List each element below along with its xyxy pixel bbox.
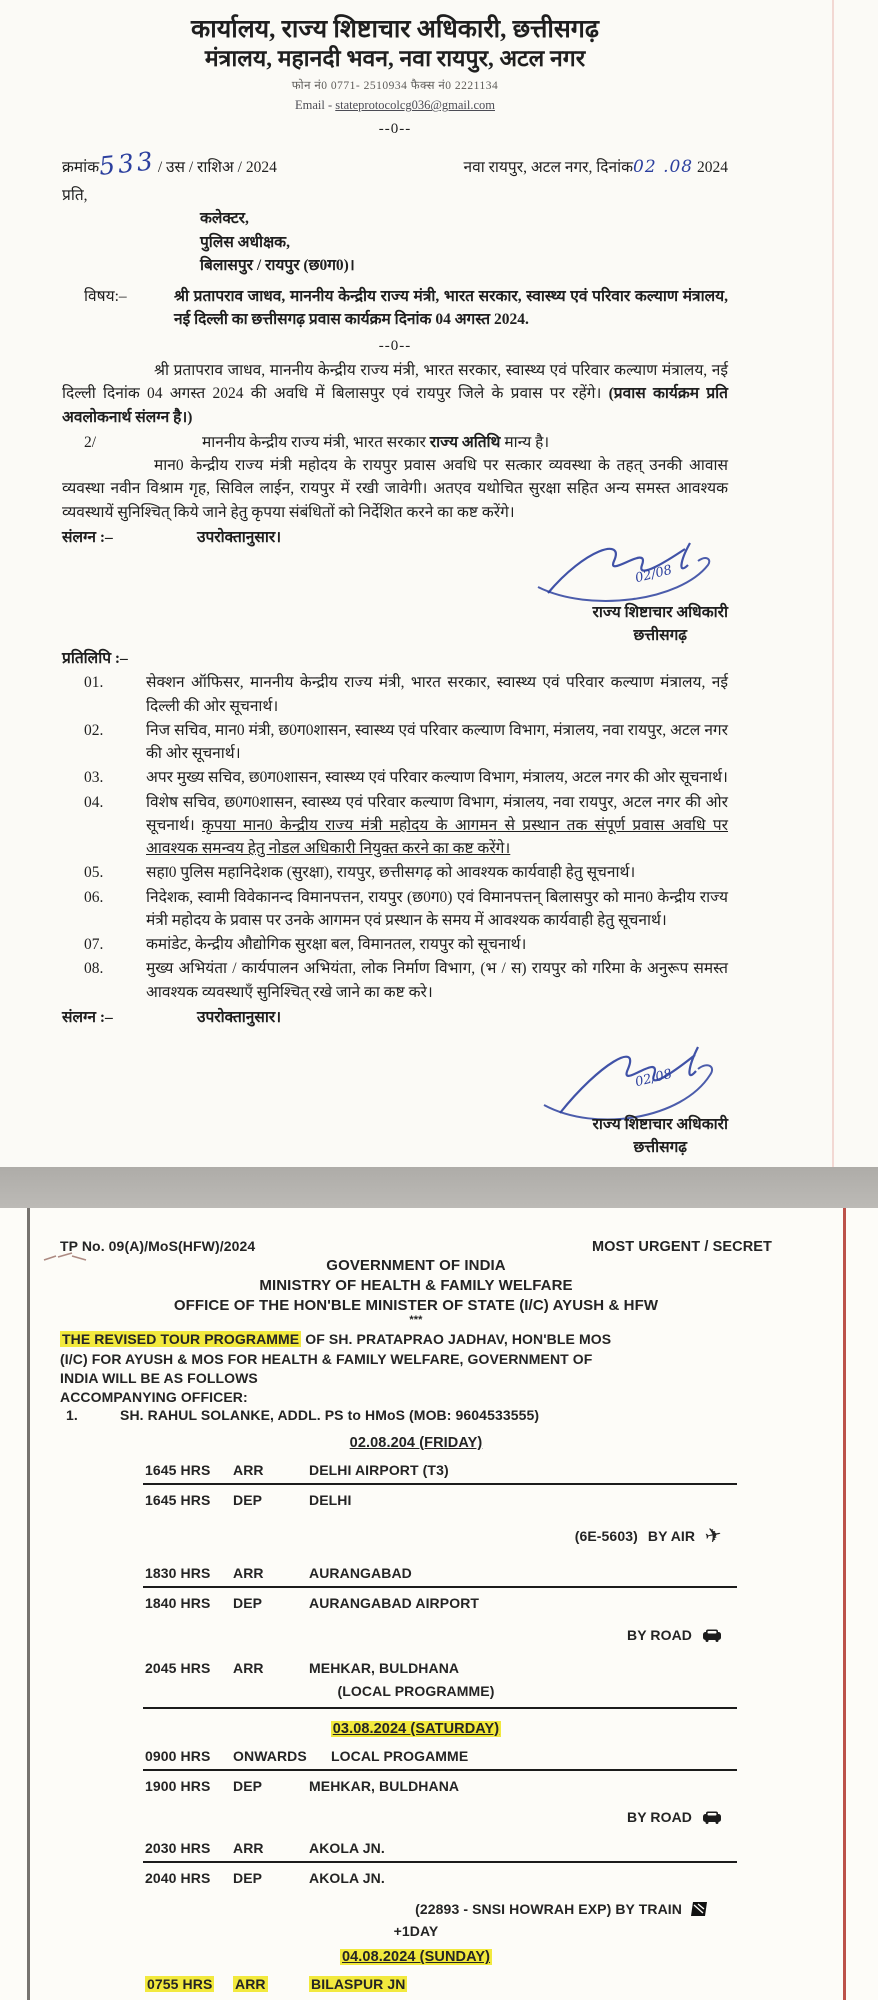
rule-line [143, 1707, 737, 1709]
schedule-row: 1840 HRS DEP AURANGABAD AIRPORT [145, 1595, 480, 1612]
schedule-row: 1645 HRS ARR DELHI AIRPORT (T3) [145, 1461, 449, 1478]
tp-number: TP No. 09(A)/MoS(HFW)/2024 [60, 1238, 255, 1254]
enclosure-row: संलग्न :– उपरोक्तानुसार। [62, 528, 282, 546]
rule-line [143, 1586, 737, 1588]
recipient-sp: पुलिस अधीक्षक, [200, 233, 290, 251]
tp-header-row [60, 1238, 772, 1255]
rule-line [143, 1861, 737, 1863]
cc-item-8: 08. मुख्य अभियंता / कार्यपालन अभियंता, लोक निर्माण विभाग, (भ / स) रायपुर को गरिमा के अनुरूप समस्त आवश्यक व्यवस्थाएँ सुनिश्चित् रखे जाने का कष्ट करे। [84, 960, 728, 1001]
office-title: कार्यालय, राज्य शिष्टाचार अधिकारी, छत्तीसगढ़ [191, 16, 599, 43]
body-paragraph-3: मान0 केन्द्रीय राज्य मंत्री महोदय के रायपुर प्रवास अवधि पर सत्कार व्यवस्था के तहत् उनकी आवास व्यवस्था नवीन विश्राम गृह, सिविल लाईन, रायपुर में रखी जावेगी। अतएव यथोचित सुरक्षा सहित अन्य समस्त आवश्यक व्यवस्थायें सुनिश्चित् किये जाने हेतु कृपया संबंधितों को निर्देशित करने का कष्ट करेंगे। [62, 457, 728, 521]
copy-to-label: प्रतिलिपि :– [62, 650, 128, 667]
scan-edge-left [27, 1208, 30, 2000]
star-divider: *** [409, 1314, 423, 1326]
body-paragraph-1: श्री प्रतापराव जाधव, माननीय केन्द्रीय राज्य मंत्री, भारत सरकार, स्वास्थ्य एवं परिवार कल्याण मंत्रालय, नई दिल्ली दिनांक 04 अगस्त 2024 की अवधि में बिलासपुर एवं रायपुर जिले के प्रवास पर रहेंगे। (प्रवास कार्यक्रम प्रति अवलोकनार्थ संलग्न है।) [62, 362, 728, 426]
rule-line [143, 1769, 737, 1771]
car-icon [702, 1628, 722, 1642]
signature-date-note: 02/08 [633, 1066, 674, 1091]
road-note: BY ROAD [60, 1627, 722, 1643]
handwritten-date: 02 .08 [633, 156, 694, 177]
scan-edge-right [843, 1208, 846, 2000]
day-heading-saturday: 03.08.2024 (SATURDAY) [332, 1720, 500, 1737]
road-note: BY ROAD [60, 1809, 722, 1825]
gov-line-2: MINISTRY OF HEALTH & FAMILY WELFARE [259, 1277, 573, 1294]
state-guest-bold: राज्य अतिथि [429, 433, 501, 451]
cc-item-2: 02. निज सचिव, मान0 मंत्री, छ0ग0शासन, स्वास्थ्य एवं परिवार कल्याण विभाग, मंत्रालय, नवा रायपुर, अटल नगर की ओर सूचनार्थ। [84, 721, 728, 762]
divider-ornament: --0-- [378, 337, 412, 354]
reference-number: क्रमांक533/ उस / राशिअ / 2024 [62, 145, 277, 179]
plane-icon: ✈ [703, 1523, 725, 1549]
intro-paragraph: THE REVISED TOUR PROGRAMME OF SH. PRATAPRAO JADHAV, HON'BLE MOS (I/C) FOR AYUSH & MOS FOR HEALTH & FAMILY WELFARE, GOVERNMENT OF INDIA WILL BE AS FOLLOWS [60, 1331, 612, 1387]
email-link[interactable]: stateprotocolcg036@gmail.com [335, 98, 495, 113]
bold-enclosure-note: (प्रवास कार्यक्रम प्रति अवलोकनार्थ संलग्न है।) [62, 385, 728, 426]
local-programme-note: (LOCAL PROGRAMME) [337, 1682, 495, 1699]
recipient-district: बिलासपुर / रायपुर (छ0ग0)। [200, 256, 355, 274]
signatory-designation: राज्य शिष्टाचार अधिकारी छत्तीसगढ़ [592, 604, 728, 645]
office-subtitle: मंत्रालय, महानदी भवन, नवा रायपुर, अटल नगर [204, 46, 586, 72]
cc-item-4: 04. विशेष सचिव, छ0ग0शासन, स्वास्थ्य एवं परिवार कल्याण विभाग, मंत्रालय, नवा रायपुर, अटल नगर की ओर सूचनार्थ। कृपया मान0 केन्द्रीय राज्य मंत्री महोदय के आगमन से प्रस्थान तक संपूर्ण प्रवास अवधि पर आवश्यक समन्वय हेतु नोडल अधिकारी नियुक्त करने का कष्ट करेंगे। [84, 793, 729, 857]
email-line [62, 96, 728, 115]
divider-ornament: --0-- [378, 121, 412, 137]
signatory-designation: राज्य शिष्टाचार अधिकारी छत्तीसगढ़ [592, 1116, 728, 1157]
rule-line [143, 1483, 737, 1485]
classification-stamp: MOST URGENT / SECRET [591, 1239, 772, 1255]
place-date: नवा रायपुर, अटल नगर, दिनांक02 .08 2024 [463, 156, 728, 177]
accompanying-label: ACCOMPANYING OFFICER: [60, 1388, 248, 1405]
cc-item-3: 03. अपर मुख्य सचिव, छ0ग0शासन, स्वास्थ्य एवं परिवार कल्याण विभाग, मंत्रालय, अटल नगर की ओर सूचनार्थ। [84, 769, 728, 787]
flight-note: (6E-5603) BY AIR ✈ [574, 1523, 725, 1549]
para-number: 2/ [84, 433, 97, 451]
signature-ink [530, 535, 720, 607]
subject-row [62, 285, 728, 332]
schedule-row: 1645 HRS DEP DELHI [145, 1491, 352, 1508]
email-label: Email - [294, 98, 336, 113]
reference-row [62, 145, 728, 181]
day-heading-sunday: 04.08.2024 (SUNDAY) [341, 1949, 491, 1966]
recipient-block [62, 184, 728, 277]
gov-line-1: GOVERNMENT OF INDIA [326, 1257, 506, 1274]
to-label: प्रति, [62, 187, 88, 204]
nodal-officer-underlined: कृपया मान0 केन्द्रीय राज्य मंत्री महोदय के आगमन से प्रस्थान तक संपूर्ण प्रवास अवधि पर आवश्यक समन्वय हेतु नोडल अधिकारी नियुक्त करने का कष्ट करेंगे। [146, 816, 729, 857]
subject-label: विषय:– [84, 288, 127, 305]
cc-item-1: 01. सेक्शन ऑफिसर, माननीय केन्द्रीय राज्य मंत्री, भारत सरकार, स्वास्थ्य एवं परिवार कल्याण मंत्रालय, नई दिल्ली की ओर सूचनार्थ। [84, 674, 728, 715]
revised-tour-highlight: THE REVISED TOUR PROGRAMME [62, 1331, 300, 1347]
signature-block-2 [62, 1029, 728, 1159]
cc-item-5: 05. सहा0 पुलिस महानिदेशक (सुरक्षा), रायपुर, छत्तीसगढ़ को आवश्यक कार्यवाही हेतु सूचनार्थ। [84, 864, 636, 882]
signature-date-note: 02/08 [633, 562, 674, 587]
pen-mark [42, 1248, 88, 1264]
car-icon [702, 1810, 722, 1824]
phone-fax-line: फोन नं0 0771- 2510934 फैक्स नं0 2221134 [291, 80, 499, 92]
schedule-row: 1830 HRS ARR AURANGABAD [145, 1565, 412, 1582]
cc-item-7: 07. कमांडेट, केन्द्रीय औद्योगिक सुरक्षा बल, विमानतल, रायपुर को सूचनार्थ। [84, 936, 527, 953]
train-note: (22893 - SNSI HOWRAH EXP) BY TRAIN [60, 1901, 708, 1917]
recipient-collector: कलेक्टर, [200, 210, 249, 228]
handwritten-ref-number: 533 [97, 145, 158, 181]
schedule-row: 2040 HRS DEP AKOLA JN. [145, 1870, 385, 1887]
subject-text: श्री प्रतापराव जाधव, माननीय केन्द्रीय राज्य मंत्री, भारत सरकार, स्वास्थ्य एवं परिवार कल्याण मंत्रालय, नई दिल्ली का छत्तीसगढ़ प्रवास कार्यक्रम दिनांक 04 अगस्त 2024. [174, 288, 728, 329]
day-heading-friday: 02.08.204 (FRIDAY) [349, 1434, 483, 1451]
page2-tour-programme [0, 1208, 878, 2000]
schedule-row-highlighted: 0755 HRS ARR BILASPUR JN [147, 1976, 406, 1993]
cc-item-6: 06. निदेशक, स्वामी विवेकानन्द विमानपत्तन, रायपुर (छ0ग0) एवं विमानपत्तन् बिलासपुर को मान0 केन्द्रीय राज्य मंत्री महोदय के प्रवास पर उनके आगमन एवं प्रस्थान के समय में आवश्यक कार्यवाही हेतु सूचनार्थ। [84, 888, 728, 929]
signature-block-1 [62, 549, 728, 645]
body-paragraph-2: 2/ माननीय केन्द्रीय राज्य मंत्री, भारत सरकार राज्य अतिथि मान्य है। [62, 431, 728, 454]
schedule-row: 1900 HRS DEP MEHKAR, BULDHANA [145, 1777, 460, 1794]
gov-line-3: OFFICE OF THE HON'BLE MINISTER OF STATE (I/C) AYUSH & HFW [173, 1297, 659, 1314]
accompanying-officer: 1. SH. RAHUL SOLANKE, ADDL. PS to HMoS (MOB: 9604533555) [66, 1406, 540, 1423]
schedule-row: 2045 HRS ARR MEHKAR, BULDHANA [145, 1659, 460, 1676]
plus-one-day-note: +1DAY [393, 1923, 439, 1940]
schedule-row: 2030 HRS ARR AKOLA JN. [145, 1840, 385, 1857]
enclosure-row-2: संलग्न :– उपरोक्तानुसार। [62, 1008, 282, 1026]
scan-edge-line [832, 0, 834, 1167]
schedule-row: 0900 HRS ONWARDS LOCAL PROGAMME [145, 1747, 469, 1764]
scan-gap [0, 1167, 878, 1208]
train-icon [690, 1901, 708, 1917]
